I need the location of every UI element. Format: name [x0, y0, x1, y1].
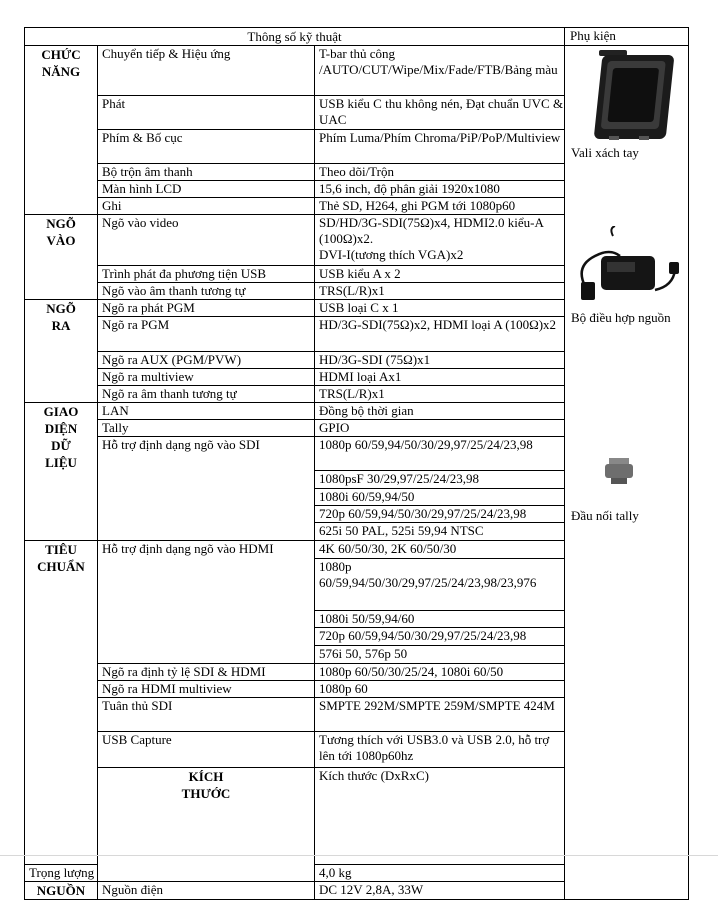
- feature-label: USB Capture: [98, 732, 315, 768]
- feature-value: 720p 60/59,94/50/30/29,97/25/24/23,98: [315, 628, 565, 646]
- feature-value: 1080p 60/59,94/50/30/29,97/25/24/23,98: [315, 437, 565, 471]
- feature-value: TRS(L/R)x1: [315, 283, 565, 300]
- feature-value: DC 12V 2,8A, 33W: [315, 882, 565, 900]
- feature-value: 1080p 60/59,94/50/30/29,97/25/24/23,98/23,976: [315, 559, 565, 611]
- feature-label: Ngõ ra multiview: [98, 369, 315, 386]
- accessory-label: Bộ điều hợp nguồn: [571, 310, 671, 325]
- feature-label: Trình phát đa phương tiện USB: [98, 266, 315, 283]
- accessories-header: Phụ kiện: [565, 28, 689, 46]
- group-giao-dien: GIAO DIỆN DỮ LIỆU: [25, 403, 98, 541]
- spec-sheet: [24, 27, 688, 900]
- page-bottom-rule: [0, 855, 718, 856]
- feature-value: SD/HD/3G-SDI(75Ω)x4, HDMI2.0 kiểu-A (100Ω)x2. DVI-I(tương thích VGA)x2: [315, 215, 565, 266]
- feature-label: Ngõ ra phát PGM: [98, 300, 315, 317]
- feature-value: GPIO: [315, 420, 565, 437]
- feature-value: Phím Luma/Phím Chroma/PiP/PoP/Multiview: [315, 130, 565, 164]
- feature-label: Phím & Bố cục: [98, 130, 315, 164]
- feature-label: Chuyển tiếp & Hiệu ứng: [98, 46, 315, 96]
- feature-value: HDMI loại Ax1: [315, 369, 565, 386]
- feature-value: SMPTE 292M/SMPTE 259M/SMPTE 424M: [315, 698, 565, 732]
- feature-label: LAN: [98, 403, 315, 420]
- feature-label: Phát: [98, 96, 315, 130]
- feature-value: HD/3G-SDI(75Ω)x2, HDMI loại A (100Ω)x2: [315, 317, 565, 352]
- accessory-label: Đầu nối tally: [571, 508, 639, 523]
- tally-connector-icon: [565, 456, 689, 488]
- briefcase-icon: [565, 50, 689, 145]
- feature-value: 1080psF 30/29,97/25/24/23,98: [315, 471, 565, 489]
- feature-value: 4,0 kg: [315, 865, 565, 882]
- feature-value: 1080p 60/50/30/25/24, 1080i 60/50: [315, 664, 565, 681]
- feature-label: Ngõ ra âm thanh tương tự: [98, 386, 315, 403]
- feature-label: Trọng lượng: [25, 865, 98, 882]
- spec-table: [24, 27, 689, 900]
- feature-label: Ngõ vào âm thanh tương tự: [98, 283, 315, 300]
- feature-value: 1080p 60: [315, 681, 565, 698]
- feature-value: USB loại C x 1: [315, 300, 565, 317]
- group-chuc-nang: CHỨC NĂNG: [25, 46, 98, 215]
- spec-header: Thông số kỹ thuật: [25, 28, 565, 46]
- feature-label: Nguồn điện: [98, 882, 315, 900]
- group-nguon: NGUỒN: [25, 882, 98, 900]
- group-ngo-ra: NGÕ RA: [25, 300, 98, 403]
- power-adapter-icon: [565, 226, 689, 306]
- feature-label: Ghi: [98, 198, 315, 215]
- feature-value: 720p 60/59,94/50/30/29,97/25/24/23,98: [315, 506, 565, 523]
- feature-value: 1080i 50/59,94/60: [315, 611, 565, 628]
- group-tieu-chuan: TIÊU CHUẨN: [25, 541, 98, 865]
- feature-label: Tuân thủ SDI: [98, 698, 315, 732]
- feature-label: Ngõ ra HDMI multiview: [98, 681, 315, 698]
- feature-value: USB kiểu C thu không nén, Đạt chuẩn UVC & UAC: [315, 96, 565, 130]
- feature-label: Tally: [98, 420, 315, 437]
- feature-value: 1080i 60/59,94/50: [315, 489, 565, 506]
- feature-value: Đồng bộ thời gian: [315, 403, 565, 420]
- feature-value: USB kiểu A x 2: [315, 266, 565, 283]
- group-ngo-vao: NGÕ VÀO: [25, 215, 98, 300]
- feature-label: Ngõ ra định tỷ lệ SDI & HDMI: [98, 664, 315, 681]
- group-kich-thuoc: KÍCH THƯỚC: [98, 768, 315, 882]
- feature-label: Ngõ vào video: [98, 215, 315, 266]
- feature-label: Bộ trộn âm thanh: [98, 164, 315, 181]
- feature-label: Hỗ trợ định dạng ngõ vào SDI: [98, 437, 315, 541]
- feature-value: 15,6 inch, độ phân giải 1920x1080: [315, 181, 565, 198]
- feature-value: 4K 60/50/30, 2K 60/50/30: [315, 541, 565, 559]
- feature-value: TRS(L/R)x1: [315, 386, 565, 403]
- feature-value: Theo dõi/Trộn: [315, 164, 565, 181]
- feature-value: HD/3G-SDI (75Ω)x1: [315, 352, 565, 369]
- feature-label: Màn hình LCD: [98, 181, 315, 198]
- accessory-label: Vali xách tay: [571, 145, 639, 160]
- feature-value: 625i 50 PAL, 525i 59,94 NTSC: [315, 523, 565, 541]
- feature-value: Tương thích với USB3.0 và USB 2.0, hỗ trợ lên tới 1080p60hz: [315, 732, 565, 768]
- feature-label: Ngõ ra AUX (PGM/PVW): [98, 352, 315, 369]
- feature-value: Thẻ SD, H264, ghi PGM tới 1080p60: [315, 198, 565, 215]
- accessories-column: [565, 46, 689, 900]
- feature-label: Kích thước (DxRxC): [315, 768, 565, 865]
- feature-label: Hỗ trợ định dạng ngõ vào HDMI: [98, 541, 315, 664]
- feature-label: Ngõ ra PGM: [98, 317, 315, 352]
- feature-value: T-bar thủ công /AUTO/CUT/Wipe/Mix/Fade/FTB/Bảng màu: [315, 46, 565, 96]
- feature-value: 576i 50, 576p 50: [315, 646, 565, 664]
